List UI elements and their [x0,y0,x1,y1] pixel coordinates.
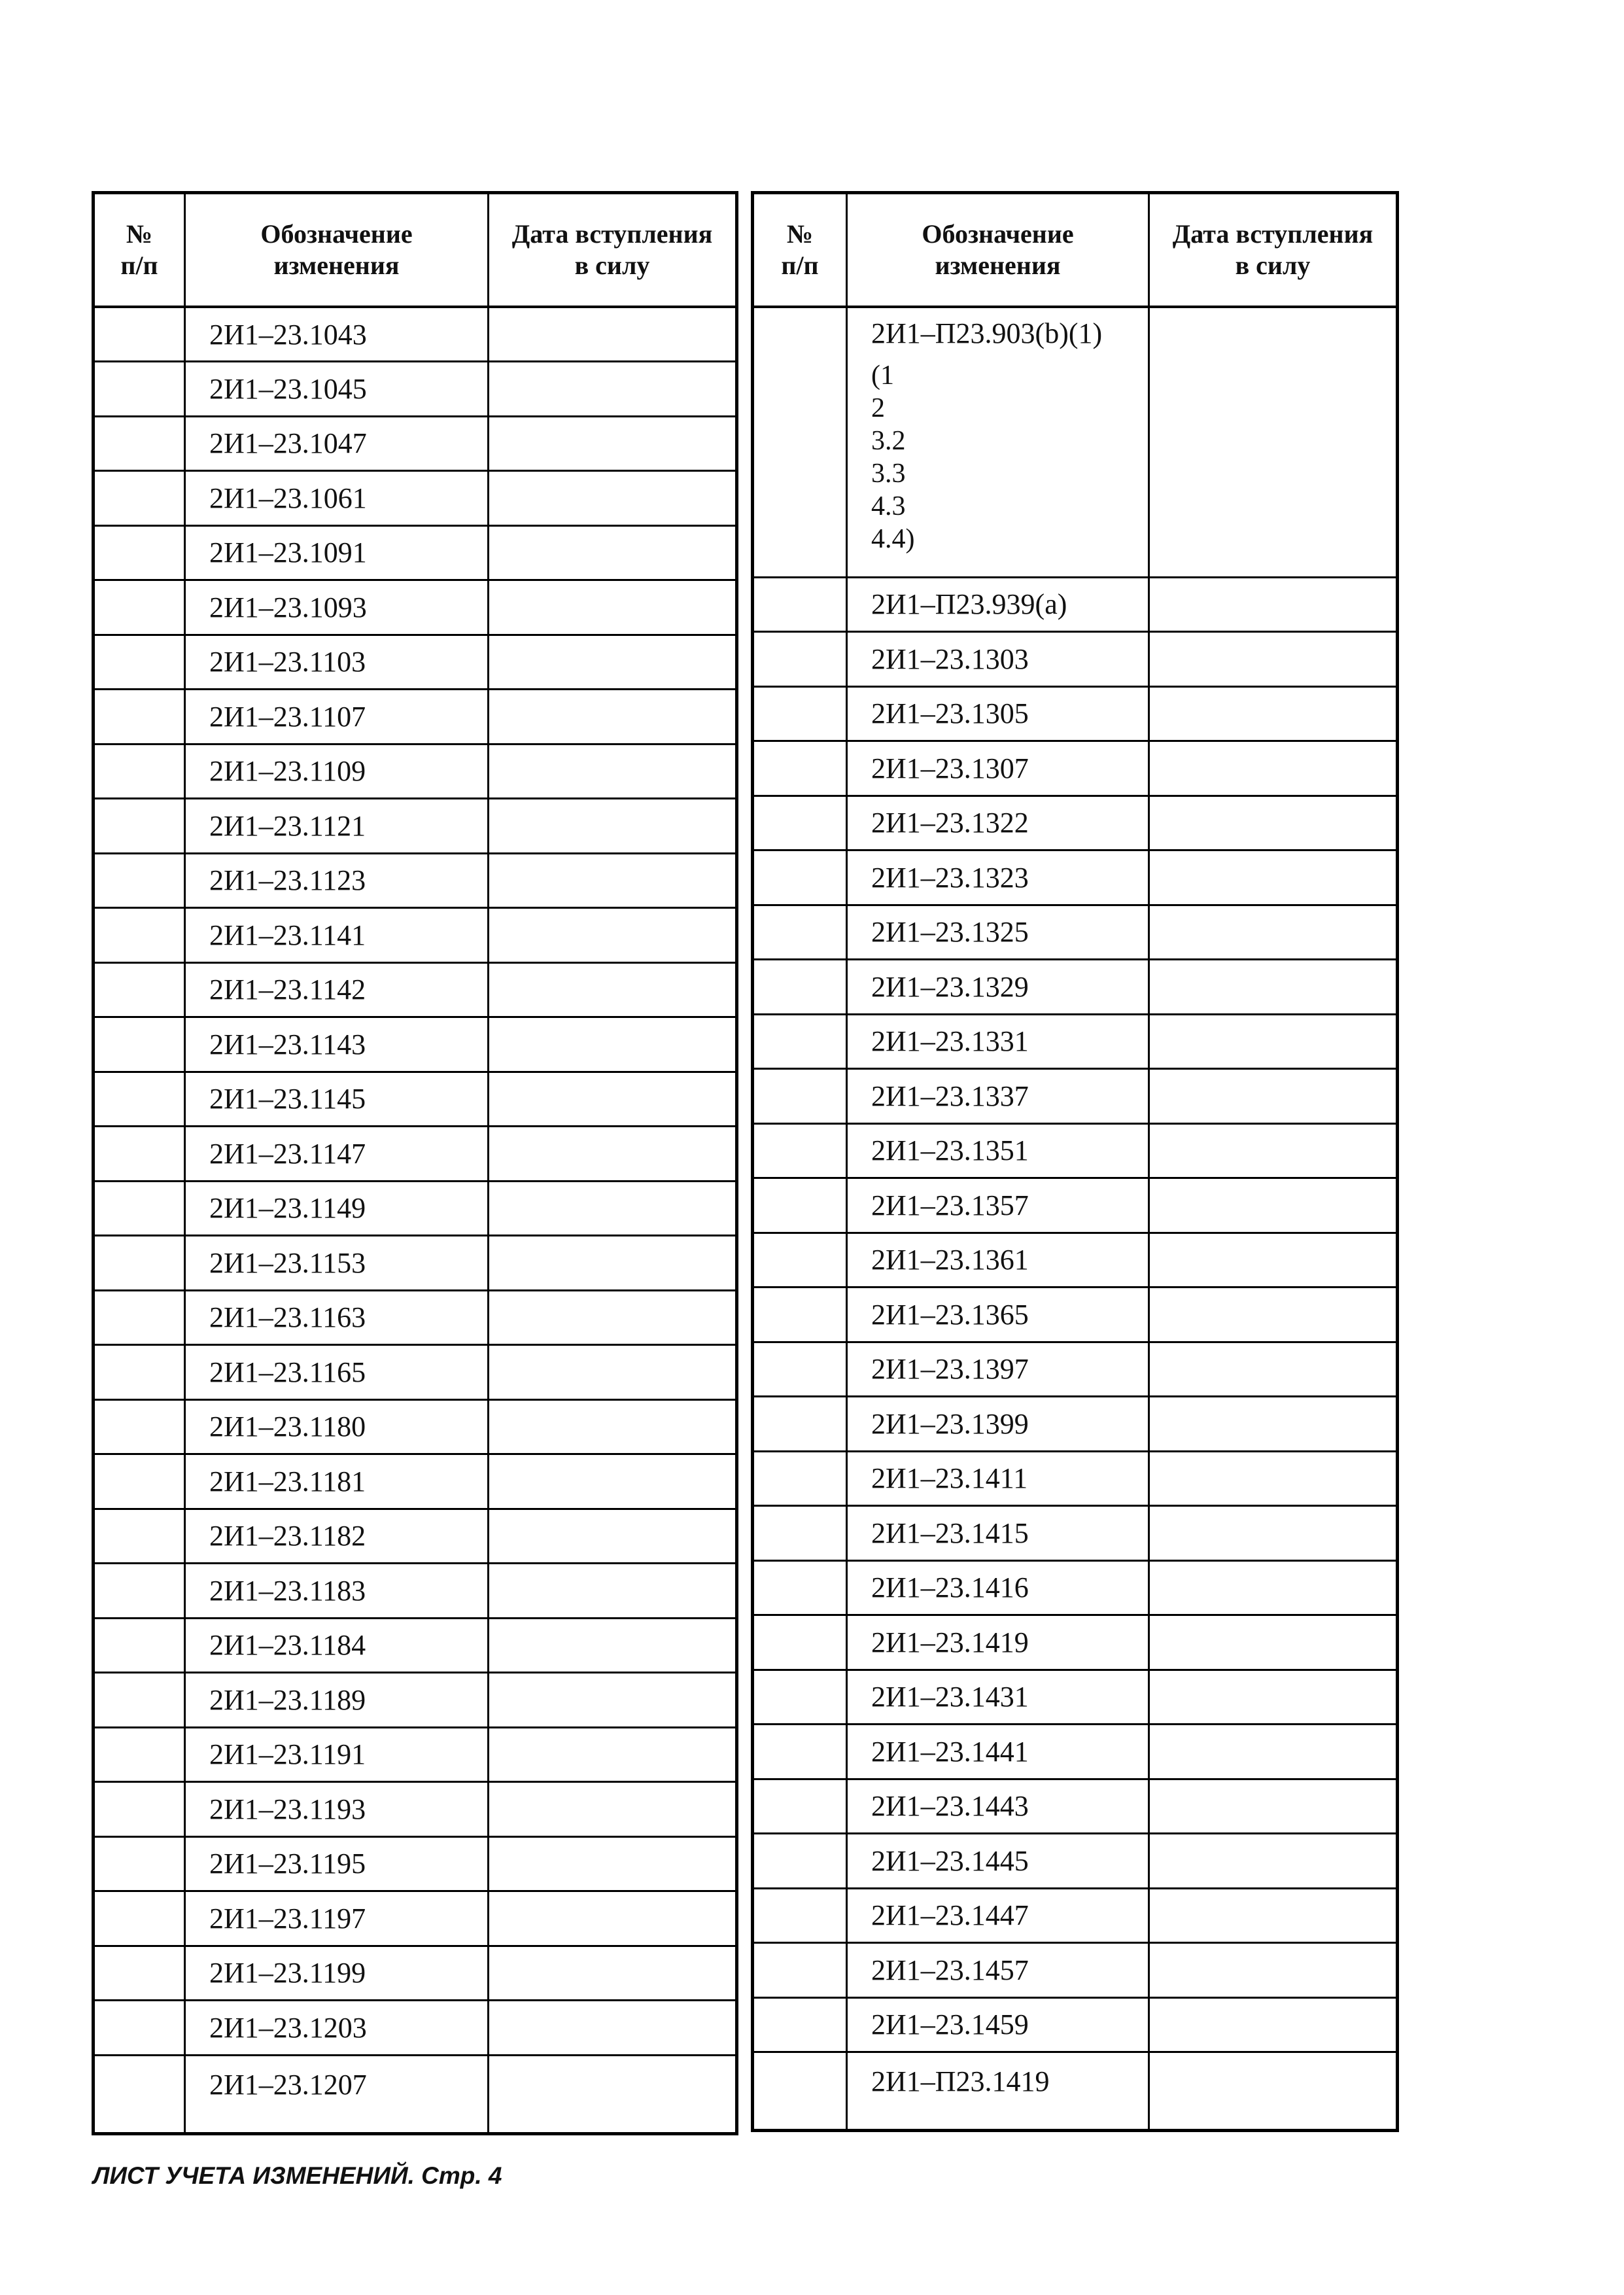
effective-date-cell [1149,796,1398,850]
effective-date-cell [1149,1014,1398,1069]
effective-date-cell [1149,1451,1398,1506]
effective-date-cell [1149,632,1398,687]
effective-date-cell [489,1836,737,1891]
designation-cell: 2И1–23.1043 [185,307,489,362]
designation-cell: 2И1–23.1147 [185,1127,489,1182]
effective-date-cell [489,1727,737,1782]
designation-cell: 2И1–23.1365 [847,1288,1149,1342]
effective-date-cell [1149,1123,1398,1178]
effective-date-cell [1149,1288,1398,1342]
row-number-cell [94,799,185,854]
designation-cell: 2И1–23.1121 [185,799,489,854]
effective-date-cell [489,908,737,963]
row-number-cell [94,416,185,471]
table-row [753,1834,1398,1889]
table-row [753,741,1398,796]
table-row [94,690,737,745]
row-number-cell [94,853,185,908]
designation-cell: 2И1–23.1443 [847,1779,1149,1834]
table-row [94,1072,737,1127]
page-footer: ЛИСТ УЧЕТА ИЗМЕНЕНИЙ. Стр. 4 [93,2162,502,2189]
effective-date-cell [489,1181,737,1236]
row-number-cell [753,1888,847,1943]
designation-cell [847,307,1149,577]
designation-cell: 2И1–23.1303 [847,632,1149,687]
table-row [753,2052,1398,2131]
designation-subitem: 3.2 [871,426,906,456]
effective-date-cell [489,1399,737,1454]
designation-cell: 2И1–23.1197 [185,1891,489,1946]
effective-date-cell [489,1017,737,1072]
table-row [94,1836,737,1891]
designation-cell: 2И1–23.1103 [185,635,489,690]
row-number-cell [753,1178,847,1233]
effective-date-cell [489,2055,737,2133]
effective-date-cell [1149,1178,1398,1233]
designation-cell: 2И1–23.1416 [847,1560,1149,1615]
table-row [94,1782,737,1837]
header-date: Дата вступления в силу [1149,193,1398,307]
effective-date-cell [1149,307,1398,577]
table-row [94,962,737,1017]
row-number-cell [753,1670,847,1725]
designation-cell: 2И1–23.1163 [185,1290,489,1345]
header-row [753,193,1398,307]
row-number-cell [94,2001,185,2056]
right-table-body [753,307,1398,2131]
header-row [94,193,737,307]
table-row [94,1509,737,1564]
table-row [753,850,1398,905]
row-number-cell [753,577,847,632]
effective-date-cell [1149,1670,1398,1725]
table-row [753,1888,1398,1943]
row-number-cell [94,1891,185,1946]
designation-cell: 2И1–23.1142 [185,962,489,1017]
designation-cell: 2И1–П23.1419 [847,2052,1149,2131]
table-row [753,1560,1398,1615]
row-number-cell [94,1782,185,1837]
effective-date-cell [1149,960,1398,1015]
table-row [94,853,737,908]
row-number-cell [753,1123,847,1178]
table-row [753,1233,1398,1288]
designation-cell: 2И1–23.1149 [185,1181,489,1236]
header-number: № п/п [753,193,847,307]
table-row [94,1946,737,2001]
table-row [753,307,1398,577]
changes-table-right [751,191,1399,2132]
table-row [94,307,737,362]
table-row [753,905,1398,960]
row-number-cell [753,1560,847,1615]
effective-date-cell [489,962,737,1017]
row-number-cell [753,905,847,960]
effective-date-cell [489,799,737,854]
table-row [94,1673,737,1728]
effective-date-cell [1149,1888,1398,1943]
table-row [94,1181,737,1236]
effective-date-cell [1149,1725,1398,1779]
table-row [753,1123,1398,1178]
row-number-cell [94,1236,185,1291]
row-number-cell [753,960,847,1015]
effective-date-cell [1149,686,1398,741]
effective-date-cell [489,635,737,690]
effective-date-cell [489,1673,737,1728]
header-date: Дата вступления в силу [489,193,737,307]
row-number-cell [94,471,185,526]
effective-date-cell [489,1782,737,1837]
designation-cell: 2И1–23.1180 [185,1399,489,1454]
table-row [753,960,1398,1015]
table-row [753,1451,1398,1506]
effective-date-cell [489,1454,737,1509]
row-number-cell [94,908,185,963]
table-row [94,1345,737,1400]
designation-cell: 2И1–23.1045 [185,362,489,417]
row-number-cell [753,1342,847,1397]
designation-cell: 2И1–23.1107 [185,690,489,745]
table-row [94,416,737,471]
row-number-cell [753,686,847,741]
row-number-cell [94,1564,185,1619]
designation-cell: 2И1–23.1181 [185,1454,489,1509]
table-row [753,1178,1398,1233]
effective-date-cell [1149,1834,1398,1889]
designation-cell: 2И1–23.1091 [185,525,489,580]
row-number-cell [94,1509,185,1564]
header-designation: Обозначение изменения [847,193,1149,307]
effective-date-cell [1149,1997,1398,2052]
table-row [753,1342,1398,1397]
designation-cell: 2И1–23.1191 [185,1727,489,1782]
designation-cell: 2И1–23.1143 [185,1017,489,1072]
effective-date-cell [1149,1397,1398,1452]
designation-cell: 2И1–23.1415 [847,1506,1149,1561]
designation-cell: 2И1–23.1305 [847,686,1149,741]
designation-cell: 2И1–23.1165 [185,1345,489,1400]
effective-date-cell [489,580,737,635]
row-number-cell [94,1345,185,1400]
designation-cell: 2И1–23.1459 [847,1997,1149,2052]
table-row [94,1891,737,1946]
table-row [94,799,737,854]
designation-cell: 2И1–23.1189 [185,1673,489,1728]
table-row [753,1779,1398,1834]
designation-cell: 2И1–23.1182 [185,1509,489,1564]
header-designation: Обозначение изменения [185,193,489,307]
table-row [94,1290,737,1345]
row-number-cell [753,796,847,850]
row-number-cell [94,1017,185,1072]
effective-date-cell [489,1345,737,1400]
effective-date-cell [1149,905,1398,960]
row-number-cell [753,1069,847,1124]
row-number-cell [753,2052,847,2131]
header-number: № п/п [94,193,185,307]
row-number-cell [94,1673,185,1728]
effective-date-cell [489,1290,737,1345]
row-number-cell [94,1454,185,1509]
row-number-cell [753,632,847,687]
designation-cell: 2И1–23.1153 [185,1236,489,1291]
table-row [753,686,1398,741]
effective-date-cell [1149,1233,1398,1288]
effective-date-cell [489,690,737,745]
row-number-cell [753,1233,847,1288]
designation-cell: 2И1–23.1399 [847,1397,1149,1452]
table-row [753,1397,1398,1452]
row-number-cell [94,307,185,362]
row-number-cell [94,580,185,635]
designation-cell: 2И1–23.1411 [847,1451,1149,1506]
row-number-cell [94,962,185,1017]
designation-cell: 2И1–23.1141 [185,908,489,963]
designation-cell: 2И1–П23.939(a) [847,577,1149,632]
effective-date-cell [1149,741,1398,796]
designation-cell: 2И1–23.1357 [847,1178,1149,1233]
designation-subitem: 2 [871,393,885,423]
designation-cell: 2И1–23.1307 [847,741,1149,796]
designation-cell: 2И1–23.1145 [185,1072,489,1127]
effective-date-cell [1149,1342,1398,1397]
table-row [753,1288,1398,1342]
row-number-cell [753,1997,847,2052]
effective-date-cell [489,1236,737,1291]
table-row [94,1727,737,1782]
designation-cell: 2И1–23.1331 [847,1014,1149,1069]
row-number-cell [94,635,185,690]
table-row [753,1997,1398,2052]
effective-date-cell [489,1127,737,1182]
effective-date-cell [1149,1506,1398,1561]
effective-date-cell [489,853,737,908]
table-row [753,796,1398,850]
table-row [753,577,1398,632]
designation-cell: 2И1–23.1193 [185,1782,489,1837]
designation-cell: 2И1–23.1329 [847,960,1149,1015]
designation-subitem: (1 [871,360,894,391]
designation-cell: 2И1–23.1203 [185,2001,489,2056]
row-number-cell [94,1181,185,1236]
row-number-cell [753,741,847,796]
effective-date-cell [489,1509,737,1564]
designation-cell: 2И1–23.1397 [847,1342,1149,1397]
effective-date-cell [489,525,737,580]
row-number-cell [94,525,185,580]
table-row [94,1017,737,1072]
designation-cell: 2И1–23.1093 [185,580,489,635]
effective-date-cell [1149,577,1398,632]
row-number-cell [94,744,185,799]
effective-date-cell [489,1072,737,1127]
effective-date-cell [489,2001,737,2056]
changes-table-left [92,191,738,2135]
effective-date-cell [489,307,737,362]
row-number-cell [753,1451,847,1506]
table-row [94,1127,737,1182]
table-row [94,1618,737,1673]
designation-cell: 2И1–23.1199 [185,1946,489,2001]
effective-date-cell [1149,1069,1398,1124]
table-row [94,2055,737,2133]
designation-cell: 2И1–23.1061 [185,471,489,526]
table-row [753,632,1398,687]
table-row [94,2001,737,2056]
effective-date-cell [489,471,737,526]
table-row [94,908,737,963]
row-number-cell [753,1615,847,1670]
row-number-cell [94,1290,185,1345]
effective-date-cell [1149,2052,1398,2131]
row-number-cell [94,2055,185,2133]
row-number-cell [94,1836,185,1891]
designation-cell: 2И1–23.1123 [185,853,489,908]
effective-date-cell [489,362,737,417]
row-number-cell [94,1618,185,1673]
effective-date-cell [489,1946,737,2001]
table-row [94,744,737,799]
table-row [94,1236,737,1291]
row-number-cell [753,307,847,577]
designation-cell: 2И1–23.1361 [847,1233,1149,1288]
row-number-cell [753,1506,847,1561]
designation-code: 2И1–П23.903(b)(1) [871,317,1103,349]
left-table-body [94,307,737,2133]
table-row [94,1454,737,1509]
designation-cell: 2И1–23.1419 [847,1615,1149,1670]
table-row [94,580,737,635]
table-row [94,1564,737,1619]
row-number-cell [753,1943,847,1998]
designation-cell: 2И1–23.1325 [847,905,1149,960]
table-row [94,471,737,526]
effective-date-cell [1149,1615,1398,1670]
designation-cell: 2И1–23.1337 [847,1069,1149,1124]
designation-cell: 2И1–23.1441 [847,1725,1149,1779]
designation-cell: 2И1–23.1322 [847,796,1149,850]
effective-date-cell [489,744,737,799]
effective-date-cell [489,1564,737,1619]
effective-date-cell [489,1618,737,1673]
effective-date-cell [1149,850,1398,905]
designation-cell: 2И1–23.1431 [847,1670,1149,1725]
effective-date-cell [1149,1943,1398,1998]
designation-cell: 2И1–23.1184 [185,1618,489,1673]
effective-date-cell [489,416,737,471]
effective-date-cell [1149,1560,1398,1615]
table-row [94,525,737,580]
designation-cell: 2И1–23.1195 [185,1836,489,1891]
designation-subitem: 4.3 [871,491,906,521]
row-number-cell [94,1072,185,1127]
designation-cell: 2И1–23.1351 [847,1123,1149,1178]
row-number-cell [94,1127,185,1182]
table-row [753,1014,1398,1069]
row-number-cell [753,1397,847,1452]
row-number-cell [753,1834,847,1889]
row-number-cell [753,1779,847,1834]
table-row [753,1615,1398,1670]
designation-cell: 2И1–23.1047 [185,416,489,471]
table-row [753,1069,1398,1124]
designation-cell: 2И1–23.1323 [847,850,1149,905]
row-number-cell [94,690,185,745]
table-row [753,1725,1398,1779]
table-row [94,635,737,690]
table-row [753,1506,1398,1561]
designation-cell: 2И1–23.1447 [847,1888,1149,1943]
row-number-cell [753,1725,847,1779]
row-number-cell [94,362,185,417]
row-number-cell [94,1399,185,1454]
table-row [94,1399,737,1454]
table-row [94,362,737,417]
table-row [753,1670,1398,1725]
designation-cell: 2И1–23.1457 [847,1943,1149,1998]
effective-date-cell [1149,1779,1398,1834]
designation-cell: 2И1–23.1207 [185,2055,489,2133]
table-row [753,1943,1398,1998]
row-number-cell [753,1288,847,1342]
designation-subitem: 3.3 [871,459,906,489]
designation-subitem: 4.4) [871,524,915,554]
designation-cell: 2И1–23.1445 [847,1834,1149,1889]
designation-cell: 2И1–23.1183 [185,1564,489,1619]
designation-cell: 2И1–23.1109 [185,744,489,799]
row-number-cell [753,850,847,905]
row-number-cell [753,1014,847,1069]
row-number-cell [94,1727,185,1782]
row-number-cell [94,1946,185,2001]
effective-date-cell [489,1891,737,1946]
